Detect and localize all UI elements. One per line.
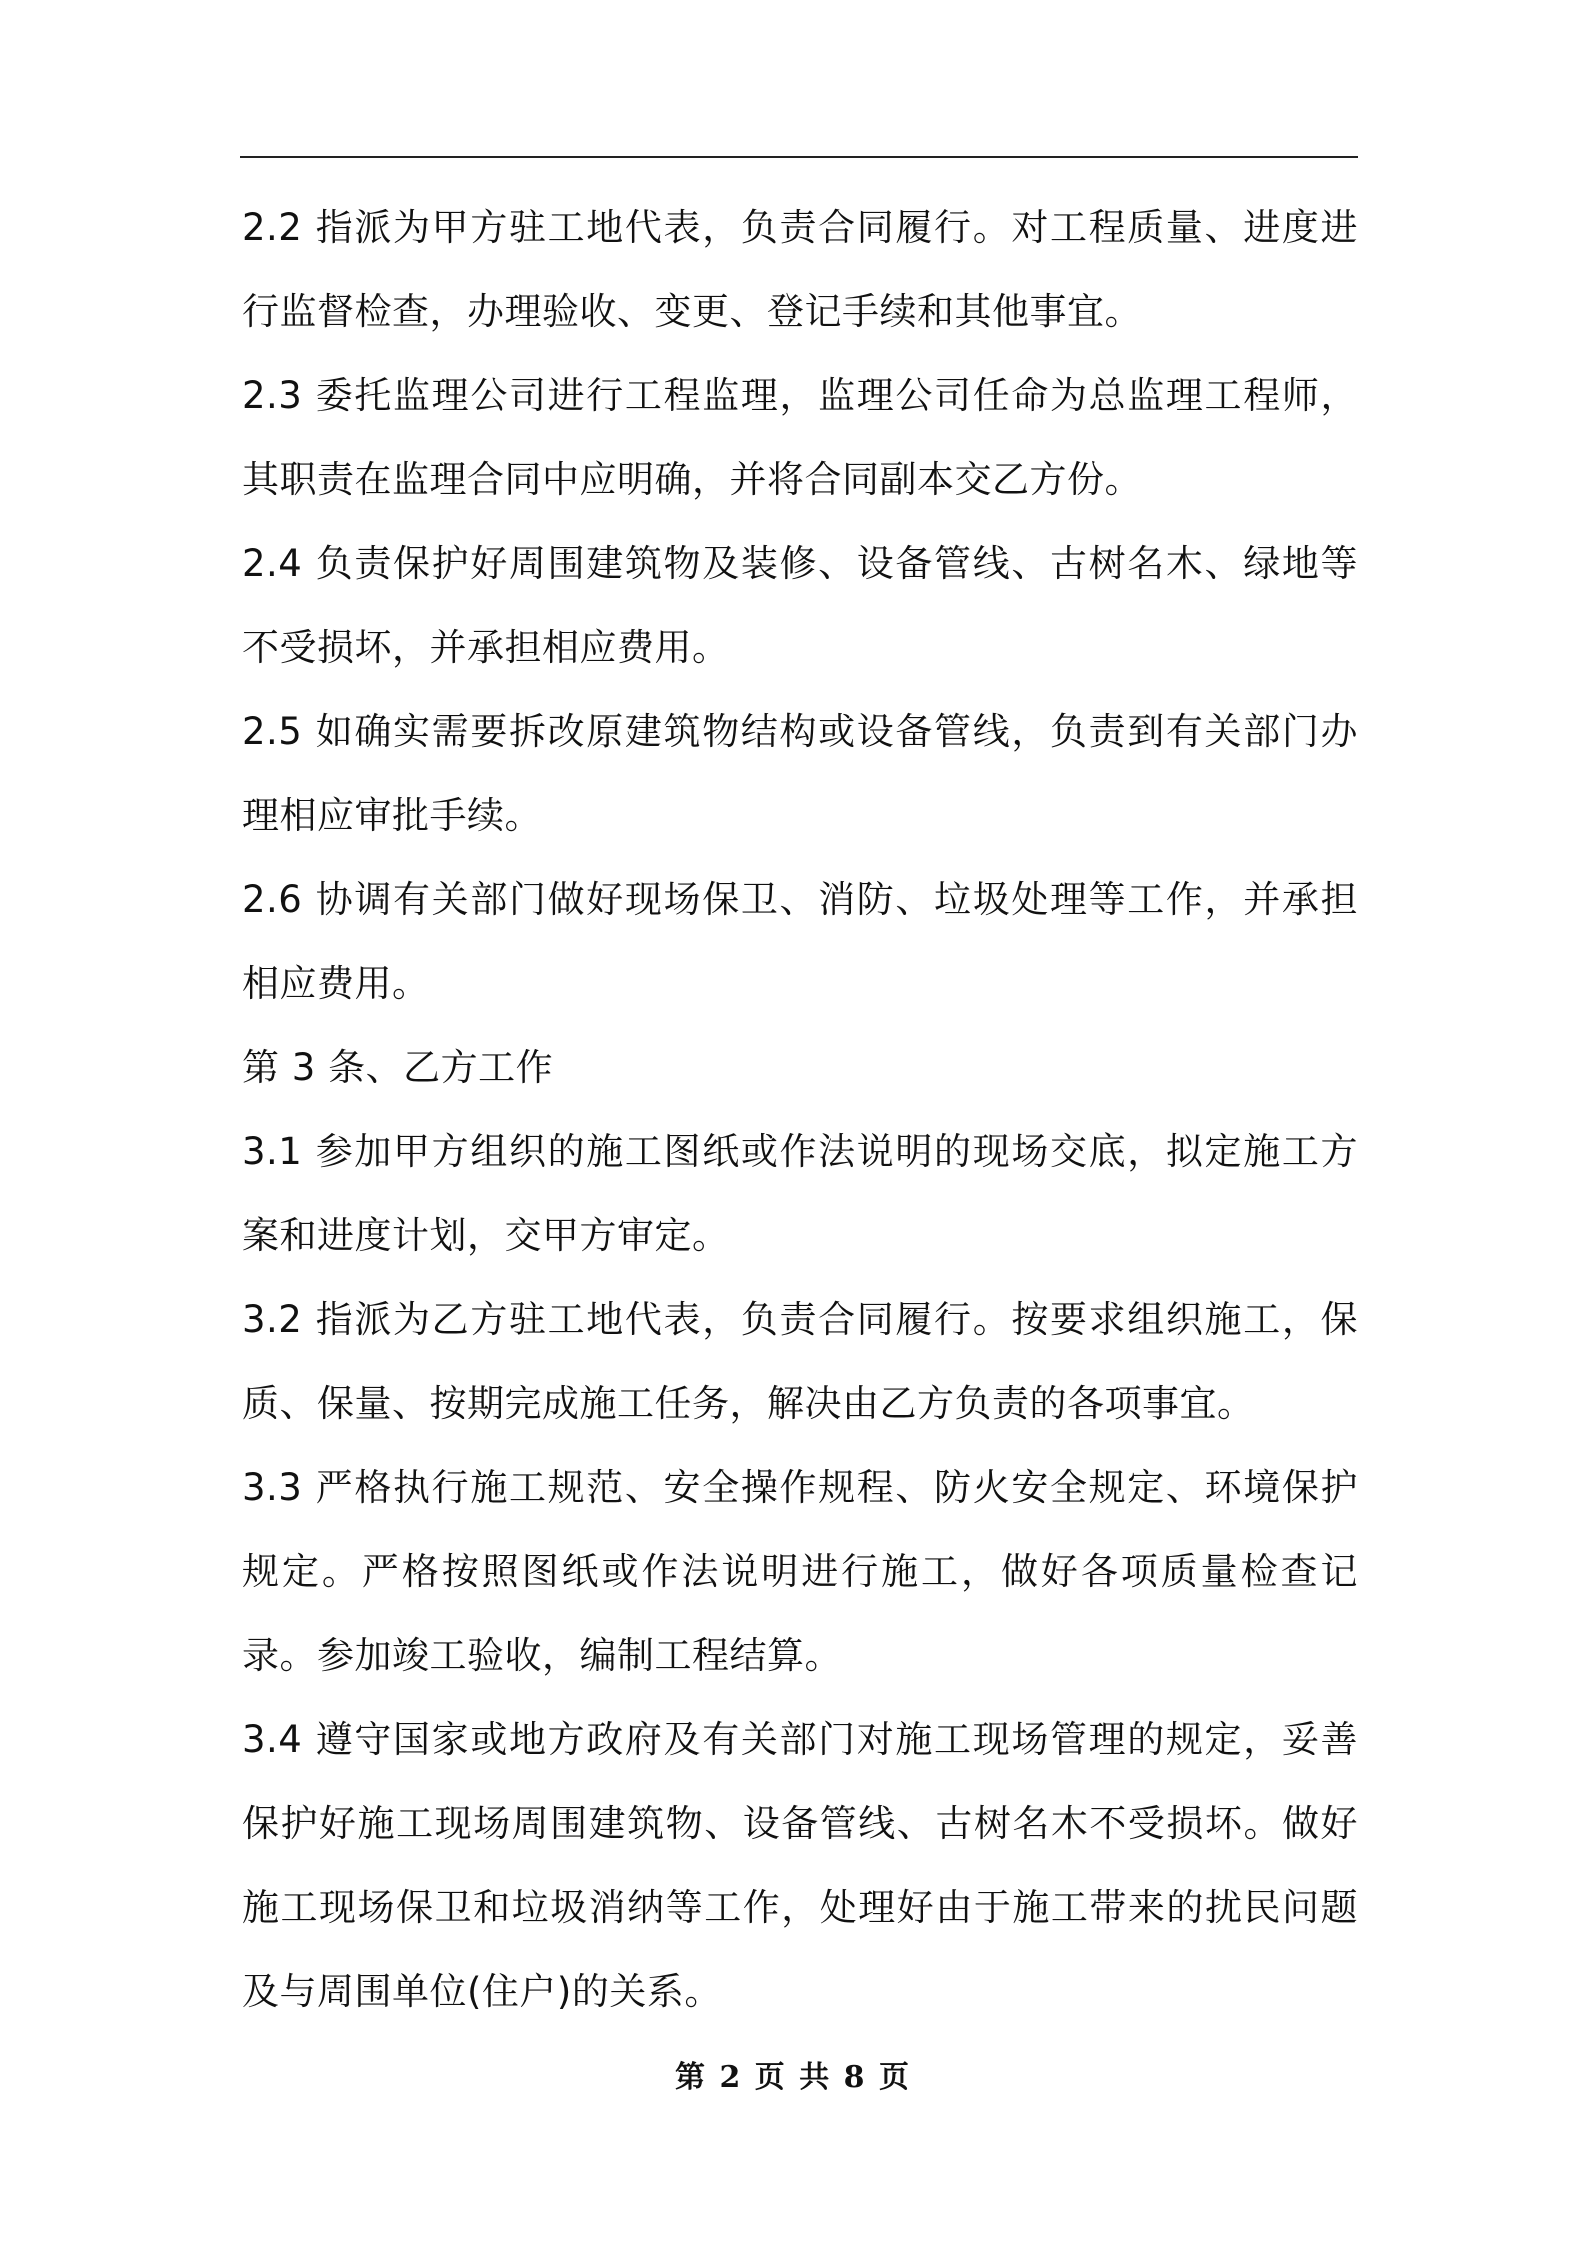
document-body xyxy=(242,186,1358,2034)
clause-2-2: 2.2 指派为甲方驻工地代表，负责合同履行。对工程质量、进度进行监督检查，办理验收、变更、登记手续和其他事宜。 xyxy=(242,206,1358,333)
clause-2-3: 2.3 委托监理公司进行工程监理，监理公司任命为总监理工程师，其职责在监理合同中应明确，并将合同副本交乙方份。 xyxy=(242,374,1358,501)
header-divider xyxy=(240,156,1358,158)
clause-2-5: 2.5 如确实需要拆改原建筑物结构或设备管线，负责到有关部门办理相应审批手续。 xyxy=(242,710,1358,837)
clause-2-4: 2.4 负责保护好周围建筑物及装修、设备管线、古树名木、绿地等不受损坏，并承担相应费用。 xyxy=(242,542,1358,669)
clause-3-4: 3.4 遵守国家或地方政府及有关部门对施工现场管理的规定，妥善保护好施工现场周围建筑物、设备管线、古树名木不受损坏。做好施工现场保卫和垃圾消纳等工作，处理好由于施工带来的扰民问题及与周围单位(住户)的关系。 xyxy=(242,1718,1358,2013)
clause-3-2: 3.2 指派为乙方驻工地代表，负责合同履行。按要求组织施工，保质、保量、按期完成施工任务，解决由乙方负责的各项事宜。 xyxy=(242,1298,1358,1425)
section-heading-article-3: 第 3 条、乙方工作 xyxy=(242,1046,554,1089)
clause-3-3: 3.3 严格执行施工规范、安全操作规程、防火安全规定、环境保护规定。严格按照图纸或作法说明进行施工，做好各项质量检查记录。参加竣工验收，编制工程结算。 xyxy=(242,1466,1358,1677)
clause-3-1: 3.1 参加甲方组织的施工图纸或作法说明的现场交底，拟定施工方案和进度计划，交甲方审定。 xyxy=(242,1130,1358,1257)
page-number-footer: 第 2 页 共 8 页 xyxy=(675,2060,911,2095)
clause-2-6: 2.6 协调有关部门做好现场保卫、消防、垃圾处理等工作，并承担相应费用。 xyxy=(242,878,1358,1005)
